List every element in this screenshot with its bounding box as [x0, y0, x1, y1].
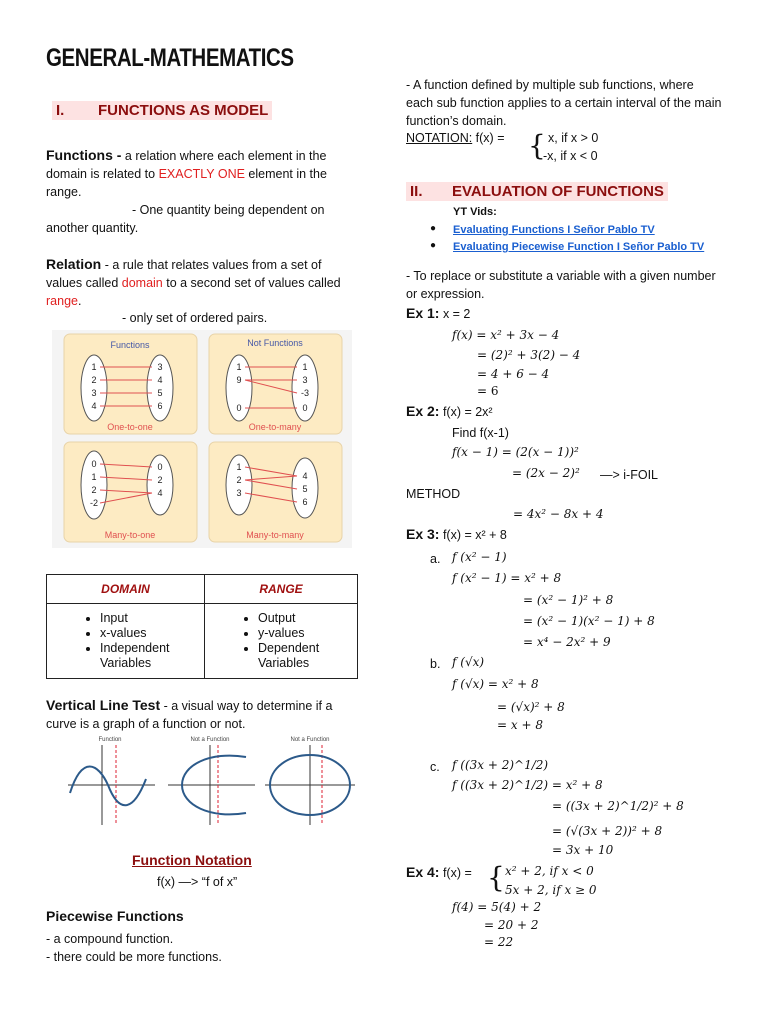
ex1-step: = 4 + 6 − 4 — [477, 367, 550, 381]
ex2-label: Ex 2: — [406, 403, 440, 419]
ex4-given: f(x) = — [439, 866, 472, 880]
ex3-b-step: f (√x) = x² + 8 — [452, 677, 539, 691]
piecewise-case-2: -x, if x < 0 — [543, 149, 598, 163]
left-value: 1 — [236, 462, 242, 472]
ex3-a-step: f (x² − 1) = x² + 8 — [452, 571, 562, 585]
ex4-step: = 20 + 2 — [484, 918, 539, 932]
list-item: • Output — [258, 611, 356, 626]
left-value: 3 — [236, 488, 242, 498]
ex3-c-step: = ((3x + 2)^1/2)² + 8 — [552, 799, 684, 813]
panel-one-to-many — [209, 334, 342, 434]
ex2-header — [406, 403, 493, 421]
yt-vids-label: YT Vids: — [453, 206, 497, 218]
left-value: 1 — [236, 362, 242, 372]
list-item: • y-values — [258, 626, 356, 641]
list-item: • Independent Variables — [100, 641, 203, 671]
section-heading-1 — [52, 101, 272, 120]
ex3-c-step: f ((3x + 2)^1/2) — [452, 758, 549, 772]
panel-one-to-one — [64, 334, 197, 434]
evaluation-intro: - To replace or substitute a variable with a given number or expression. — [406, 269, 716, 301]
ex2-given: f(x) = 2x² — [439, 405, 493, 419]
notation-label: NOTATION: — [406, 131, 473, 145]
graph-label: Not a Function — [190, 737, 230, 743]
range-highlight: range — [46, 294, 78, 308]
panel-label: Functions — [110, 340, 150, 350]
graph-function — [68, 745, 155, 825]
left-value: -2 — [89, 498, 99, 508]
exactly-one-highlight: EXACTLY ONE — [158, 167, 245, 181]
page-title: GENERAL-MATHEMATICS — [46, 44, 294, 72]
ex3-c-label: c. — [430, 760, 440, 774]
panel-caption: One-to-many — [248, 422, 302, 432]
functions-note: - One quantity being dependent on another quantity. — [46, 203, 325, 235]
ex1-step: = (2)² + 3(2) − 4 — [477, 348, 581, 362]
ex4-step: f(4) = 5(4) + 2 — [452, 900, 542, 914]
ex3-a-step: f (x² − 1) — [452, 550, 507, 564]
panel-caption: Many-to-one — [104, 530, 156, 540]
relation-term: Relation — [46, 256, 102, 272]
functions-term: Functions - — [46, 147, 122, 163]
left-value: 0 — [236, 403, 242, 413]
ex2-step: f(x − 1) = (2(x − 1))² — [452, 445, 579, 459]
left-brace: { — [487, 861, 505, 894]
relation-note: - only set of ordered pairs. — [122, 311, 268, 325]
ex3-header — [406, 526, 507, 544]
notation-line — [406, 129, 505, 147]
ex4-header — [406, 864, 472, 882]
graph-not-function — [168, 745, 255, 825]
right-value: 1 — [302, 362, 308, 372]
left-value: 2 — [91, 485, 97, 495]
left-value: 0 — [91, 459, 97, 469]
function-notation-text: f(x) —> “f of x” — [157, 875, 238, 889]
panel-many-to-many — [209, 442, 342, 542]
list-item: • x-values — [100, 626, 203, 641]
ex2-result: = 4x² − 8x + 4 — [513, 507, 604, 521]
ex1-step: f(x) = x² + 3x − 4 — [452, 328, 560, 342]
ex1-label: Ex 1: — [406, 305, 440, 321]
functions-text-end: element in the range. — [46, 167, 327, 199]
domain-highlight: domain — [121, 276, 163, 290]
left-value: 1 — [91, 362, 97, 372]
piecewise-line2: - there could be more functions. — [46, 950, 222, 964]
right-value: 3 — [302, 375, 308, 385]
ex4-label: Ex 4: — [406, 864, 440, 880]
right-value: 4 — [302, 471, 308, 481]
right-value: 0 — [157, 462, 163, 472]
mapping-diagrams-figure — [52, 330, 352, 548]
ex4-case-1: x² + 2, if x < 0 — [505, 864, 594, 878]
range-cell — [205, 604, 358, 679]
right-value: 0 — [302, 403, 308, 413]
vlt-term: Vertical Line Test — [46, 697, 161, 713]
vertical-line-test-definition — [46, 696, 361, 733]
left-brace: { — [528, 129, 546, 162]
list-item: • Input — [100, 611, 203, 626]
piecewise-term: Piecewise Functions — [46, 908, 184, 924]
ex3-c-step: = 3x + 10 — [552, 843, 614, 857]
ex2-note: —> i-FOIL — [600, 468, 658, 482]
left-value: 3 — [91, 388, 97, 398]
panel-caption: One-to-one — [107, 422, 153, 432]
ex4-case-2: 5x + 2, if x ≥ 0 — [505, 883, 597, 897]
right-value: -3 — [300, 388, 310, 398]
curve — [70, 767, 146, 806]
ex3-a-step: = x⁴ − 2x² + 9 — [523, 635, 611, 649]
notation-fx: f(x) = — [472, 131, 505, 145]
functions-text: a relation where each element in the domain is related to — [46, 149, 327, 181]
relation-text-end: . — [77, 294, 82, 308]
relation-text: - a rule that relates values from a set of values called — [46, 258, 322, 290]
right-value: 3 — [157, 362, 163, 372]
functions-definition — [46, 146, 361, 201]
right-value: 6 — [157, 401, 163, 411]
ex3-b-label: b. — [430, 657, 441, 671]
ex1-header — [406, 305, 470, 323]
ex3-a-step: = (x² − 1)(x² − 1) + 8 — [523, 614, 655, 628]
vlt-text: - a visual way to determine if a curve is a graph of a function or not. — [46, 699, 333, 731]
panel-label: Not Functions — [247, 338, 303, 348]
left-value: 4 — [91, 401, 97, 411]
list-item: ● Evaluating Piecewise Function I Señor Pablo TV — [430, 240, 705, 253]
function-notation-title: Function Notation — [132, 852, 252, 868]
range-header: RANGE — [205, 575, 358, 604]
domain-cell — [47, 604, 205, 679]
section-title: FUNCTIONS AS MODEL — [98, 102, 269, 119]
ex2-step: = (2x − 2)² — [512, 466, 580, 480]
relation-definition — [46, 255, 361, 310]
domain-header: DOMAIN — [47, 575, 205, 604]
ex2-find: Find f(x-1) — [452, 426, 509, 440]
ex1-step: = 6 — [477, 384, 499, 398]
ex3-b-step: = (√x)² + 8 — [497, 700, 565, 714]
ex3-c-step: f ((3x + 2)^1/2) = x² + 8 — [452, 778, 603, 792]
right-value: 5 — [157, 388, 163, 398]
piecewise-case-1: x, if x > 0 — [548, 131, 599, 145]
vertical-line-test-graphs — [60, 733, 360, 828]
yt-links-list — [430, 221, 730, 255]
right-value: 4 — [157, 488, 163, 498]
ex3-b-step: = x + 8 — [497, 718, 543, 732]
left-value: 2 — [236, 475, 242, 485]
left-value: 2 — [91, 375, 97, 385]
ex3-given: f(x) = x² + 8 — [439, 528, 507, 542]
panel-many-to-one — [64, 442, 197, 542]
list-item: • Dependent Variables — [258, 641, 356, 671]
ex4-step: = 22 — [484, 935, 514, 949]
ex3-b-step: f (√x) — [452, 655, 485, 669]
graph-label: Function — [98, 737, 122, 743]
list-item: ● Evaluating Functions I Señor Pablo TV — [430, 223, 655, 236]
yt-link-2[interactable]: Evaluating Piecewise Function I Señor Pablo TV — [453, 241, 705, 253]
graph-label: Not a Function — [290, 737, 330, 743]
left-value: 9 — [236, 375, 242, 385]
graph-circle-not-function — [265, 745, 355, 825]
domain-range-table — [46, 574, 358, 679]
left-value: 1 — [91, 472, 97, 482]
ex3-label: Ex 3: — [406, 526, 440, 542]
ex2-method: METHOD — [406, 487, 461, 501]
panel-caption: Many-to-many — [246, 530, 304, 540]
section-heading-2 — [406, 182, 668, 201]
section-number: II. — [410, 183, 423, 200]
yt-link-1[interactable]: Evaluating Functions I Señor Pablo TV — [453, 224, 655, 236]
right-value: 4 — [157, 375, 163, 385]
ex3-a-label: a. — [430, 552, 441, 566]
right-value: 5 — [302, 484, 308, 494]
right-value: 6 — [302, 497, 308, 507]
ex1-given: x = 2 — [439, 307, 471, 321]
ex3-a-step: = (x² − 1)² + 8 — [523, 593, 614, 607]
right-value: 2 — [157, 475, 163, 485]
section-title: EVALUATION OF FUNCTIONS — [452, 183, 664, 200]
piecewise-line1: - a compound function. — [46, 932, 174, 946]
relation-text-mid: to a second set of values called — [162, 276, 341, 290]
piecewise-continued: - A function defined by multiple sub functions, where each sub function applies to a certain interval of the main function’s domain. — [406, 78, 722, 128]
section-number: I. — [56, 102, 65, 119]
ex3-c-step: = (√(3x + 2))² + 8 — [552, 824, 663, 838]
